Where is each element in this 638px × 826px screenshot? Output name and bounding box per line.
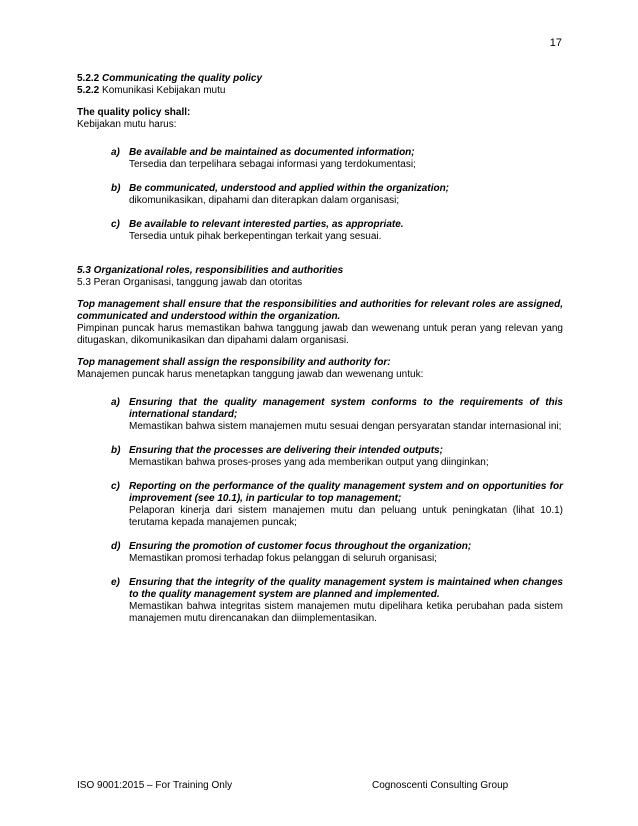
section-5-3-title: 5.3 Organizational roles, responsibilities and authorities	[77, 265, 344, 276]
footer-left: ISO 9001:2015 – For Training Only	[77, 780, 233, 791]
section-title-text: Communicating the quality policy	[102, 73, 263, 84]
item-text-en: Be communicated, understood and applied within the organization;	[129, 183, 450, 194]
section-5-2-2-heading	[77, 73, 563, 97]
section-number-id: 5.2.2	[77, 85, 100, 96]
paragraph-id: Pimpinan puncak harus memastikan bahwa tanggung jawab dan wewenang untuk peran yang relevan yang ditugaskan, dikomunikasikan dan dipahami dalam organisasi.	[77, 323, 563, 346]
section-5-3-title-id: 5.3 Peran Organisasi, tanggung jawab dan otoritas	[77, 277, 303, 288]
item-text-id: Memastikan promosi terhadap fokus pelanggan di seluruh organisasi;	[129, 553, 437, 564]
item-text-id: Memastikan bahwa sistem manajemen mutu sesuai dengan persyaratan standar internasional ini;	[129, 421, 562, 432]
item-label: b)	[111, 445, 121, 456]
item-label: c)	[111, 219, 120, 230]
page-number: 17	[549, 37, 562, 49]
paragraph-en: Top management shall ensure that the responsibilities and authorities for relevant roles are assigned, communicated and understood within the organization.	[77, 299, 563, 322]
item-label: b)	[111, 183, 121, 194]
item-text-en: Reporting on the performance of the quality management system and on opportunities for improvement (see 10.1), in particular to top management;	[129, 481, 563, 504]
policy-item-c	[77, 219, 563, 243]
paragraph-top-management-assign	[77, 357, 563, 381]
item-text-id: Tersedia dan terpelihara sebagai informasi yang terdokumentasi;	[129, 159, 416, 170]
section-5-3-heading	[77, 265, 563, 289]
item-text-en: Ensuring that the processes are delivering their intended outputs;	[129, 445, 443, 456]
paragraph-en: Top management shall assign the responsibility and authority for:	[77, 357, 391, 368]
responsibility-item-c	[77, 481, 563, 529]
item-label: c)	[111, 481, 120, 492]
item-text-en: Be available to relevant interested parties, as appropriate.	[129, 219, 404, 230]
item-label: e)	[111, 577, 120, 588]
responsibility-item-b	[77, 445, 563, 469]
item-label: a)	[111, 397, 120, 408]
quality-policy-heading: The quality policy shall:	[77, 107, 191, 118]
item-text-en: Be available and be maintained as documented information;	[129, 147, 415, 158]
item-text-en: Ensuring the promotion of customer focus throughout the organization;	[129, 541, 472, 552]
quality-policy-intro	[77, 107, 563, 131]
paragraph-id: Manajemen puncak harus menetapkan tanggung jawab dan wewenang untuk:	[77, 369, 424, 380]
section-title-en	[77, 73, 563, 85]
item-label: a)	[111, 147, 120, 158]
policy-item-a	[77, 147, 563, 171]
item-text-id: Memastikan bahwa integritas sistem manajemen mutu dipelihara ketika perubahan pada sistem manajemen mutu direncanakan dan diimplementasikan.	[129, 601, 563, 624]
item-text-id: dikomunikasikan, dipahami dan diterapkan dalam organisasi;	[129, 195, 400, 206]
page-footer	[77, 780, 563, 791]
section-title-id	[77, 85, 563, 97]
paragraph-top-management-ensure	[77, 299, 563, 347]
quality-policy-heading-id: Kebijakan mutu harus:	[77, 119, 177, 130]
item-text-id: Memastikan bahwa proses-proses yang ada memberikan output yang diinginkan;	[129, 457, 489, 468]
section-title-id-text: Komunikasi Kebijakan mutu	[102, 85, 226, 96]
section-number: 5.2.2	[77, 73, 100, 84]
footer-right: Cognoscenti Consulting Group	[372, 780, 509, 791]
responsibility-item-a	[77, 397, 563, 433]
item-text-en: Ensuring that the quality management system conforms to the requirements of this international standard;	[129, 397, 563, 420]
responsibility-item-d	[77, 541, 563, 565]
item-label: d)	[111, 541, 121, 552]
page-content	[77, 73, 563, 637]
responsibility-item-e	[77, 577, 563, 625]
item-text-id: Tersedia untuk pihak berkepentingan terkait yang sesuai.	[129, 231, 382, 242]
item-text-en: Ensuring that the integrity of the quality management system is maintained when changes to the quality management system are planned and implemented.	[129, 577, 563, 600]
policy-item-b	[77, 183, 563, 207]
item-text-id: Pelaporan kinerja dari sistem manajemen mutu dan peluang untuk peningkatan (lihat 10.1) terutama kepada manajemen puncak;	[129, 505, 563, 528]
